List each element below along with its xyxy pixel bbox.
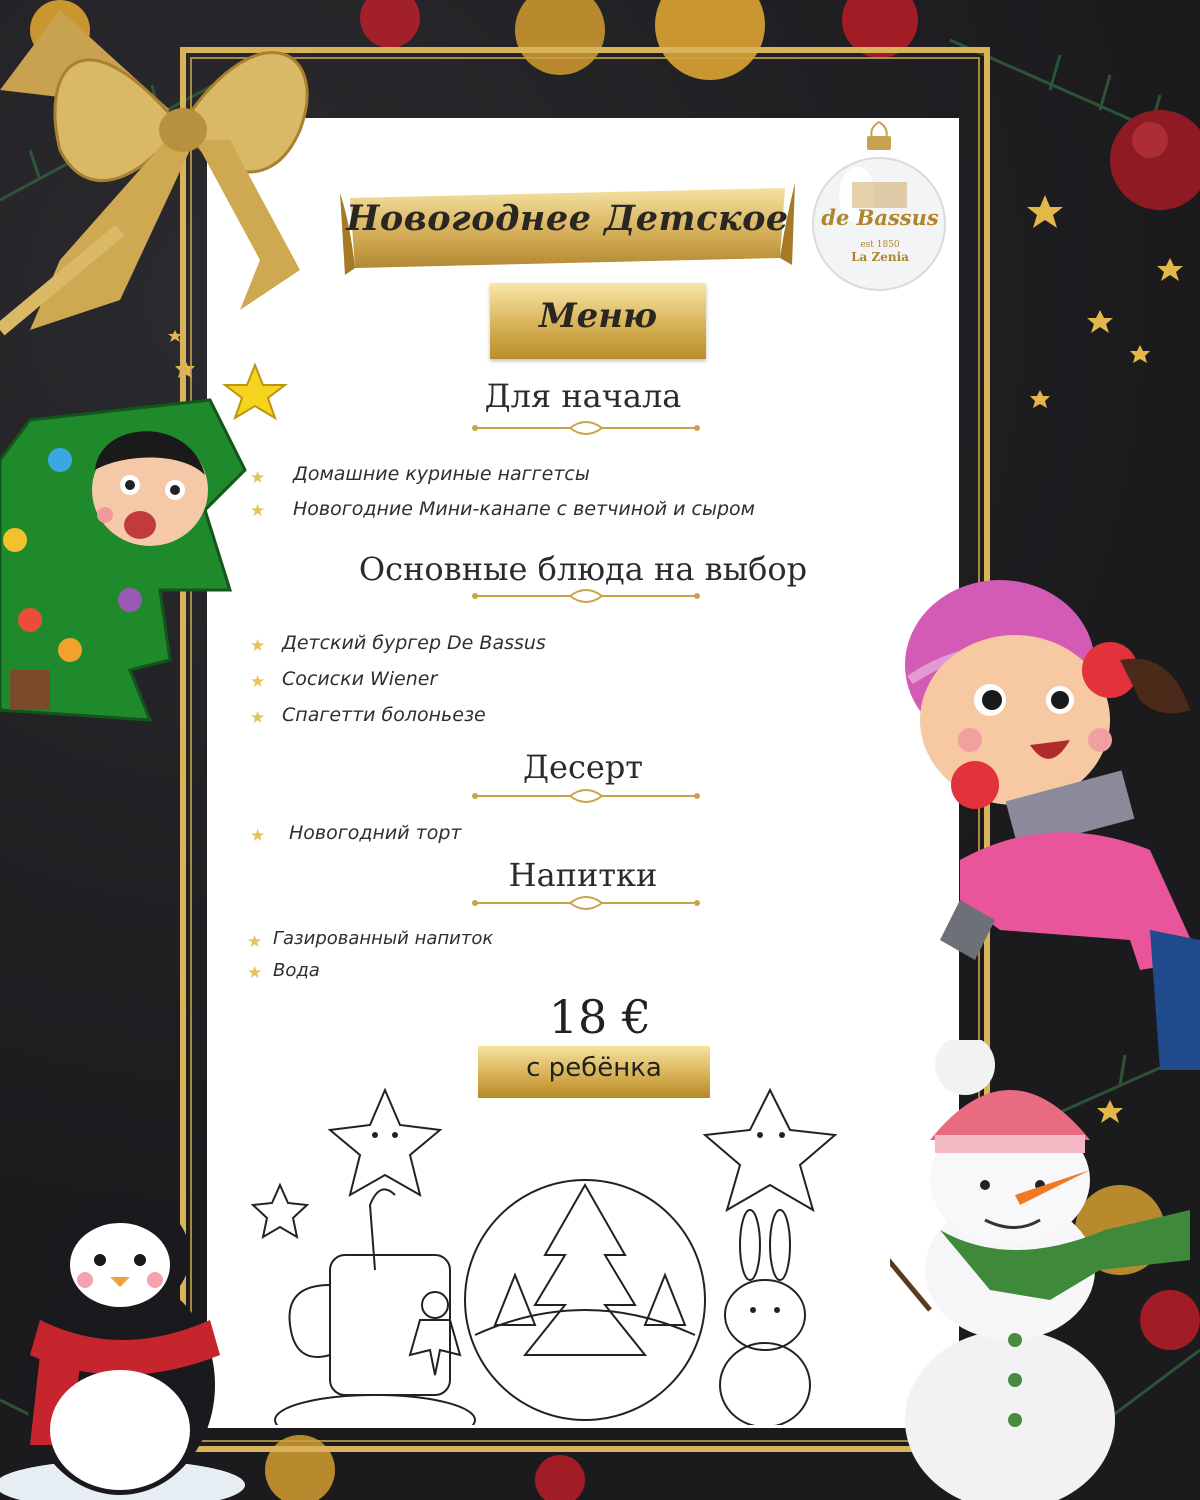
star-icon: ★ <box>250 826 266 846</box>
list-item: Детский бургер De Bassus <box>282 632 546 654</box>
price-per-child: с ребёнка <box>526 1053 662 1083</box>
star-icon: ★ <box>250 636 266 656</box>
list-item: Новогодние Мини-канапе с ветчиной и сыром <box>293 498 755 520</box>
penguin-illustration <box>0 1185 250 1500</box>
list-item: Сосиски Wiener <box>282 668 438 690</box>
star-icon: ★ <box>247 963 263 983</box>
list-item: Спагетти болоньезе <box>282 704 486 726</box>
snowman-illustration <box>890 1040 1200 1500</box>
star-icon: ★ <box>250 468 266 488</box>
gold-divider <box>470 893 702 913</box>
list-item: Новогодний торт <box>289 822 462 844</box>
list-item: Газированный напиток <box>273 928 494 949</box>
menu-title: Новогоднее Детское <box>346 198 789 239</box>
star-icon: ★ <box>250 708 266 728</box>
gold-divider <box>470 418 702 438</box>
section-heading-starters: Для начала <box>484 377 682 415</box>
star-icon: ★ <box>247 932 263 952</box>
logo-brand: de Bassus <box>821 205 939 230</box>
star-icon: ★ <box>250 501 266 521</box>
price-amount: 18 € <box>548 990 652 1044</box>
girl-illustration <box>900 560 1200 1070</box>
section-heading-dessert: Десерт <box>523 748 643 786</box>
logo-location: La Zenia <box>851 250 909 264</box>
coloring-drawings <box>235 1085 845 1425</box>
section-heading-drinks: Напитки <box>508 856 658 894</box>
gold-divider <box>470 586 702 606</box>
logo-est: est 1850 <box>860 240 900 250</box>
list-item: Домашние куриные наггетсы <box>293 463 590 485</box>
section-heading-mains: Основные блюда на выбор <box>358 550 808 588</box>
list-item: Вода <box>273 960 320 981</box>
bow-icon <box>0 0 430 340</box>
star-icon: ★ <box>250 672 266 692</box>
menu-subtitle: Меню <box>538 296 658 336</box>
gold-divider <box>470 786 702 806</box>
